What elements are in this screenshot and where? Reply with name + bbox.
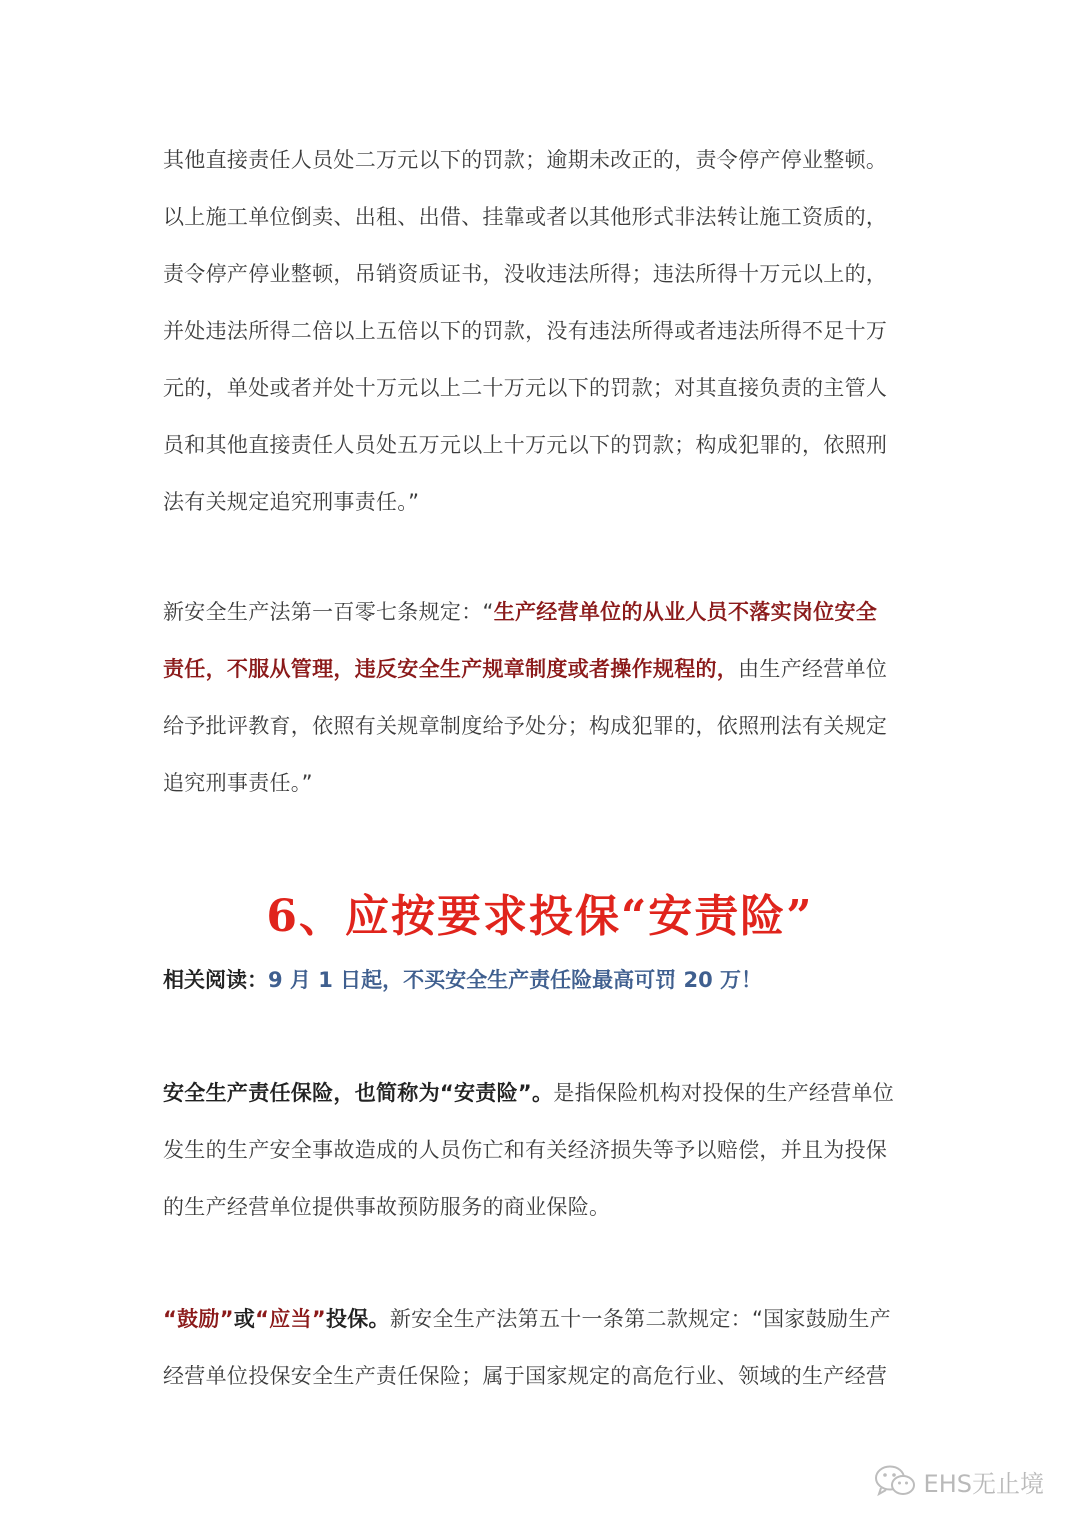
paragraph-insurance-definition bbox=[163, 1065, 923, 1236]
watermark-text: EHS无止境 bbox=[923, 1469, 1044, 1498]
wechat-icon bbox=[874, 1464, 916, 1498]
highlight-text: “应当” bbox=[255, 1307, 326, 1331]
watermark bbox=[874, 1461, 1044, 1501]
intro-text: 新安全生产法第一百零七条规定：“ bbox=[163, 600, 494, 624]
text-line: 追究刑事责任。” bbox=[163, 771, 313, 795]
text-line bbox=[163, 641, 923, 698]
text-line: 责令停产停业整顿，吊销资质证书，没收违法所得；违法所得十万元以上的， bbox=[163, 262, 888, 286]
related-reading bbox=[163, 963, 963, 997]
text-line: 并处违法所得二倍以上五倍以下的罚款，没有违法所得或者违法所得不足十万 bbox=[163, 319, 888, 343]
highlight-text: 责任，不服从管理，违反安全生产规章制度或者操作规程的， bbox=[163, 657, 739, 681]
text-line: 法有关规定追究刑事责任。” bbox=[163, 490, 420, 514]
text-line: 其他直接责任人员处二万元以下的罚款；逾期未改正的，责令停产停业整顿。 bbox=[163, 148, 888, 172]
bold-text: 安全生产责任保险，也简称为“安责险”。 bbox=[163, 1081, 554, 1105]
text-line: 给予批评教育，依照有关规章制度给予处分；构成犯罪的，依照刑法有关规定 bbox=[163, 714, 888, 738]
highlight-text: 生产经营单位的从业人员不落实岗位安全 bbox=[493, 600, 878, 624]
related-label: 相关阅读： bbox=[163, 968, 268, 992]
text-line bbox=[163, 1291, 923, 1348]
text-line: 发生的生产安全事故造成的人员伤亡和有关经济损失等予以赔偿，并且为投保 bbox=[163, 1138, 888, 1162]
text-line: 以上施工单位倒卖、出租、出借、挂靠或者以其他形式非法转让施工资质的， bbox=[163, 205, 888, 229]
text-line: 元的，单处或者并处十万元以上二十万元以下的罚款；对其直接负责的主管人 bbox=[163, 376, 888, 400]
highlight-text: “鼓励” bbox=[163, 1307, 234, 1331]
bold-text: 投保。 bbox=[325, 1307, 390, 1331]
paragraph-article-107 bbox=[163, 584, 923, 812]
text-line bbox=[163, 584, 923, 641]
paragraph-article-51 bbox=[163, 1291, 923, 1405]
paragraph-penalties bbox=[163, 132, 923, 531]
body-text: 新安全生产法第五十一条第二款规定：“国家鼓励生产 bbox=[389, 1307, 891, 1331]
body-text: 是指保险机构对投保的生产经营单位 bbox=[553, 1081, 895, 1105]
text-line bbox=[163, 1065, 923, 1122]
text-line: 的生产经营单位提供事故预防服务的商业保险。 bbox=[163, 1195, 611, 1219]
related-article-link[interactable]: 9 月 1 日起，不买安全生产责任险最高可罚 20 万！ bbox=[268, 968, 763, 992]
section-heading: 6、应按要求投保“安责险” bbox=[266, 891, 814, 942]
text-line: 经营单位投保安全生产责任保险；属于国家规定的高危行业、领域的生产经营 bbox=[163, 1364, 888, 1388]
body-text: 由生产经营单位 bbox=[738, 657, 888, 681]
text-line: 员和其他直接责任人员处五万元以上十万元以下的罚款；构成犯罪的，依照刑 bbox=[163, 433, 888, 457]
bold-text: 或 bbox=[233, 1307, 256, 1331]
